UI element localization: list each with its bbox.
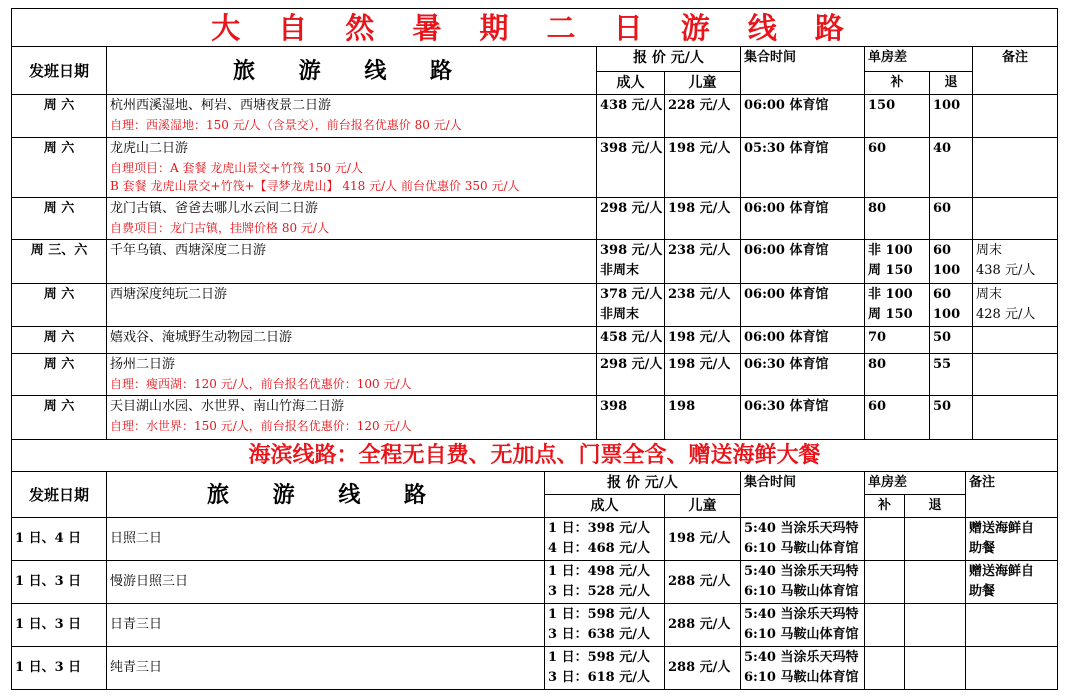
header2-refund: 退 <box>905 495 966 518</box>
row-refund-line: 40 <box>933 141 952 156</box>
row-add <box>865 327 930 354</box>
seaside-day-line: 1 日、3 日 <box>15 574 82 589</box>
table-row <box>12 95 1058 138</box>
row-refund <box>930 95 973 138</box>
seaside-meet-line: 5:40 当涂乐天玛特 <box>744 607 859 622</box>
row-day-line: 周 六 <box>43 399 75 414</box>
seaside-note-line: 赠送海鲜自 <box>969 564 1035 579</box>
seaside-day <box>12 518 107 561</box>
row-child-line: 238 元/人 <box>668 287 731 302</box>
row-route-line: 自理项目：A 套餐 龙虎山景交+竹筏 150 元/人 <box>110 161 363 175</box>
header-adult: 成人 <box>597 72 665 95</box>
seaside-refund <box>905 604 966 647</box>
header-refund: 退 <box>930 72 973 95</box>
seaside-add <box>865 604 905 647</box>
seaside-refund <box>905 518 966 561</box>
row-meet <box>741 284 865 327</box>
row-add <box>865 396 930 440</box>
seaside-adult-line: 3 日：528 元/人 <box>548 584 650 599</box>
row-meet-line: 06:30 体育馆 <box>744 399 829 414</box>
row-adult-line: 非周末 <box>600 307 640 322</box>
row-adult-line: 458 元/人 <box>600 330 663 345</box>
row-note <box>973 198 1058 240</box>
row-route-line: 千年乌镇、西塘深度二日游 <box>110 243 267 258</box>
header2-child: 儿童 <box>665 495 741 518</box>
row-add <box>865 95 930 138</box>
row-day-line: 周 三、六 <box>30 243 88 258</box>
seaside-adult-line: 1 日：598 元/人 <box>548 650 650 665</box>
row-child <box>665 354 741 396</box>
row-route <box>107 396 597 440</box>
seaside-day <box>12 604 107 647</box>
row-refund <box>930 327 973 354</box>
seaside-adult <box>545 604 665 647</box>
row-day-line: 周 六 <box>43 357 75 372</box>
seaside-add <box>865 518 905 561</box>
header-add: 补 <box>865 72 930 95</box>
row-note-line: 周末 <box>976 243 1003 258</box>
row-route-line: B 套餐 龙虎山景交+竹筏+【寻梦龙虎山】 418 元/人 前台优惠价 350 元/人 <box>110 179 520 193</box>
row-meet-line: 06:00 体育馆 <box>744 330 829 345</box>
seaside-child <box>665 518 741 561</box>
seaside-meet <box>741 561 865 604</box>
row-child-line: 228 元/人 <box>668 98 731 113</box>
row-adult <box>597 327 665 354</box>
row-adult <box>597 95 665 138</box>
row-child <box>665 95 741 138</box>
seaside-day-line: 1 日、3 日 <box>15 617 82 632</box>
page-title: 大 自 然 暑 期 二 日 游 线 路 <box>12 9 1058 47</box>
row-meet <box>741 396 865 440</box>
seaside-child-line: 288 元/人 <box>668 660 731 675</box>
seaside-child <box>665 647 741 690</box>
table-row <box>12 396 1058 440</box>
row-adult <box>597 198 665 240</box>
seaside-child-line: 288 元/人 <box>668 617 731 632</box>
seaside-adult-line: 1 日：398 元/人 <box>548 521 650 536</box>
row-note <box>973 354 1058 396</box>
row-meet-line: 06:00 体育馆 <box>744 201 829 216</box>
seaside-child <box>665 604 741 647</box>
row-refund-line: 60 <box>933 201 952 216</box>
row-note <box>973 240 1058 284</box>
row-refund <box>930 240 973 284</box>
row-add-line: 80 <box>868 201 887 216</box>
row-day-line: 周 六 <box>43 98 75 113</box>
table-row <box>12 518 1058 561</box>
row-route-line: 自理：西溪湿地：150 元/人（含景交），前台报名优惠价 80 元/人 <box>110 118 462 132</box>
row-child-line: 198 元/人 <box>668 201 731 216</box>
seaside-adult-line: 3 日：638 元/人 <box>548 627 650 642</box>
seaside-add <box>865 647 905 690</box>
seaside-note <box>966 561 1058 604</box>
row-meet <box>741 240 865 284</box>
row-refund <box>930 396 973 440</box>
row-route-line: 天目湖山水园、水世界、南山竹海二日游 <box>110 399 345 414</box>
row-adult-line: 298 元/人 <box>600 357 663 372</box>
seaside-note-line: 赠送海鲜自 <box>969 521 1035 536</box>
seaside-route <box>107 518 545 561</box>
header2-price: 报 价 元/人 <box>545 472 741 495</box>
row-day <box>12 240 107 284</box>
seaside-adult-line: 1 日：498 元/人 <box>548 564 650 579</box>
seaside-meet-line: 5:40 当涂乐天玛特 <box>744 521 859 536</box>
row-refund-line: 55 <box>933 357 952 372</box>
seaside-adult-line: 4 日：468 元/人 <box>548 541 650 556</box>
header-child: 儿童 <box>665 72 741 95</box>
seaside-adult <box>545 518 665 561</box>
header-meet: 集合时间 <box>741 47 865 95</box>
row-day <box>12 198 107 240</box>
row-add <box>865 138 930 198</box>
seaside-route-line: 纯青三日 <box>110 660 163 675</box>
row-route-line: 自费项目：龙门古镇，挂牌价格 80 元/人 <box>110 221 329 235</box>
row-child <box>665 198 741 240</box>
row-refund-line: 50 <box>933 330 952 345</box>
row-adult-line: 398 元/人 <box>600 141 663 156</box>
row-child-line: 198 元/人 <box>668 141 731 156</box>
header2-date: 发班日期 <box>12 472 107 518</box>
row-note-line: 周末 <box>976 287 1003 302</box>
seaside-day <box>12 561 107 604</box>
table-row <box>12 240 1058 284</box>
seaside-route-line: 日照二日 <box>110 531 163 546</box>
row-route-line: 自理：水世界：150 元/人，前台报名优惠价：120 元/人 <box>110 419 412 433</box>
row-route <box>107 198 597 240</box>
row-note-line: 428 元/人 <box>976 307 1036 322</box>
table-row <box>12 354 1058 396</box>
row-refund <box>930 138 973 198</box>
row-add <box>865 198 930 240</box>
row-refund-line: 100 <box>933 307 961 322</box>
seaside-banner: 海滨线路：全程无自费、无加点、门票全含、赠送海鲜大餐 <box>12 440 1058 472</box>
seaside-note-line: 助餐 <box>969 541 996 556</box>
seaside-meet <box>741 518 865 561</box>
row-route <box>107 327 597 354</box>
header-note: 备注 <box>973 47 1058 95</box>
header2-single: 单房差 <box>865 472 966 495</box>
seaside-route <box>107 561 545 604</box>
seaside-routes-table <box>11 471 1058 690</box>
seaside-note-line: 助餐 <box>969 584 996 599</box>
header-single: 单房差 <box>865 47 973 72</box>
row-child-line: 198 元/人 <box>668 357 731 372</box>
row-day-line: 周 六 <box>43 141 75 156</box>
row-route-line: 杭州西溪湿地、柯岩、西塘夜景二日游 <box>110 98 332 113</box>
header-date: 发班日期 <box>12 47 107 95</box>
row-add-line: 周 150 <box>868 263 913 278</box>
row-route <box>107 138 597 198</box>
row-note <box>973 327 1058 354</box>
row-refund-line: 100 <box>933 263 961 278</box>
seaside-adult <box>545 561 665 604</box>
row-adult <box>597 138 665 198</box>
header-route: 旅 游 线 路 <box>107 47 597 95</box>
row-child-line: 198 <box>668 399 696 414</box>
header2-route: 旅 游 线 路 <box>107 472 545 518</box>
row-adult-line: 非周末 <box>600 263 640 278</box>
seaside-note <box>966 647 1058 690</box>
seaside-route-line: 慢游日照三日 <box>110 574 189 589</box>
seaside-meet-line: 6:10 马鞍山体育馆 <box>744 541 859 556</box>
table-row <box>12 604 1058 647</box>
row-adult-line: 378 元/人 <box>600 287 663 302</box>
row-child <box>665 327 741 354</box>
seaside-route <box>107 604 545 647</box>
row-meet <box>741 95 865 138</box>
row-adult <box>597 396 665 440</box>
row-day <box>12 95 107 138</box>
row-note <box>973 95 1058 138</box>
row-add-line: 60 <box>868 399 887 414</box>
seaside-meet-line: 5:40 当涂乐天玛特 <box>744 564 859 579</box>
row-note <box>973 284 1058 327</box>
seaside-adult-line: 1 日：598 元/人 <box>548 607 650 622</box>
schedule-document <box>11 8 1057 690</box>
seaside-refund <box>905 647 966 690</box>
row-adult <box>597 354 665 396</box>
summer-routes-table <box>11 8 1058 472</box>
row-route <box>107 284 597 327</box>
seaside-route <box>107 647 545 690</box>
row-meet <box>741 198 865 240</box>
row-meet <box>741 354 865 396</box>
seaside-adult <box>545 647 665 690</box>
row-note <box>973 396 1058 440</box>
row-add-line: 非 100 <box>868 243 913 258</box>
row-day-line: 周 六 <box>43 201 75 216</box>
seaside-child-line: 288 元/人 <box>668 574 731 589</box>
header2-meet: 集合时间 <box>741 472 865 518</box>
row-meet-line: 06:30 体育馆 <box>744 357 829 372</box>
table-row <box>12 561 1058 604</box>
row-meet-line: 06:00 体育馆 <box>744 243 829 258</box>
row-add-line: 150 <box>868 98 896 113</box>
row-adult-line: 438 元/人 <box>600 98 663 113</box>
seaside-day-line: 1 日、3 日 <box>15 660 82 675</box>
row-day-line: 周 六 <box>43 330 75 345</box>
seaside-meet <box>741 604 865 647</box>
table-row <box>12 138 1058 198</box>
row-route-line: 嬉戏谷、淹城野生动物园二日游 <box>110 330 293 345</box>
seaside-note <box>966 518 1058 561</box>
row-refund-line: 60 <box>933 287 952 302</box>
row-refund-line: 50 <box>933 399 952 414</box>
seaside-child <box>665 561 741 604</box>
seaside-meet <box>741 647 865 690</box>
row-add-line: 周 150 <box>868 307 913 322</box>
row-add-line: 70 <box>868 330 887 345</box>
seaside-day-line: 1 日、4 日 <box>15 531 82 546</box>
seaside-adult-line: 3 日：618 元/人 <box>548 670 650 685</box>
seaside-meet-line: 6:10 马鞍山体育馆 <box>744 670 859 685</box>
seaside-route-line: 日青三日 <box>110 617 163 632</box>
row-meet-line: 06:00 体育馆 <box>744 287 829 302</box>
row-adult-line: 398 <box>600 399 628 414</box>
seaside-meet-line: 6:10 马鞍山体育馆 <box>744 584 859 599</box>
row-child-line: 198 元/人 <box>668 330 731 345</box>
row-refund <box>930 354 973 396</box>
row-route <box>107 240 597 284</box>
seaside-refund <box>905 561 966 604</box>
row-child <box>665 138 741 198</box>
row-child-line: 238 元/人 <box>668 243 731 258</box>
row-adult-line: 298 元/人 <box>600 201 663 216</box>
row-route-line: 自理：瘦西湖：120 元/人，前台报名优惠价：100 元/人 <box>110 377 412 391</box>
row-add <box>865 354 930 396</box>
row-route <box>107 95 597 138</box>
row-child <box>665 240 741 284</box>
header-price: 报 价 元/人 <box>597 47 741 72</box>
row-add-line: 非 100 <box>868 287 913 302</box>
table-row <box>12 327 1058 354</box>
row-route-line: 扬州二日游 <box>110 357 176 372</box>
row-day <box>12 327 107 354</box>
row-refund-line: 100 <box>933 98 961 113</box>
row-meet <box>741 138 865 198</box>
seaside-child-line: 198 元/人 <box>668 531 731 546</box>
row-note-line: 438 元/人 <box>976 263 1036 278</box>
header2-adult: 成人 <box>545 495 665 518</box>
row-day <box>12 138 107 198</box>
row-route-line: 西塘深度纯玩二日游 <box>110 287 228 302</box>
row-day <box>12 284 107 327</box>
row-add-line: 60 <box>868 141 887 156</box>
row-refund-line: 60 <box>933 243 952 258</box>
seaside-note <box>966 604 1058 647</box>
row-day <box>12 354 107 396</box>
table-row <box>12 198 1058 240</box>
row-note <box>973 138 1058 198</box>
row-add <box>865 284 930 327</box>
row-adult <box>597 240 665 284</box>
row-adult <box>597 284 665 327</box>
row-route-line: 龙门古镇、爸爸去哪儿水云间二日游 <box>110 201 319 216</box>
table-row <box>12 284 1058 327</box>
row-add-line: 80 <box>868 357 887 372</box>
table-row <box>12 647 1058 690</box>
row-add <box>865 240 930 284</box>
row-day-line: 周 六 <box>43 287 75 302</box>
row-adult-line: 398 元/人 <box>600 243 663 258</box>
seaside-meet-line: 5:40 当涂乐天玛特 <box>744 650 859 665</box>
row-refund <box>930 284 973 327</box>
row-refund <box>930 198 973 240</box>
row-meet <box>741 327 865 354</box>
row-day <box>12 396 107 440</box>
row-route-line: 龙虎山二日游 <box>110 141 189 156</box>
seaside-meet-line: 6:10 马鞍山体育馆 <box>744 627 859 642</box>
row-meet-line: 05:30 体育馆 <box>744 141 829 156</box>
header2-note: 备注 <box>966 472 1058 518</box>
row-route <box>107 354 597 396</box>
seaside-day <box>12 647 107 690</box>
header2-add: 补 <box>865 495 905 518</box>
row-child <box>665 396 741 440</box>
row-meet-line: 06:00 体育馆 <box>744 98 829 113</box>
row-child <box>665 284 741 327</box>
seaside-add <box>865 561 905 604</box>
